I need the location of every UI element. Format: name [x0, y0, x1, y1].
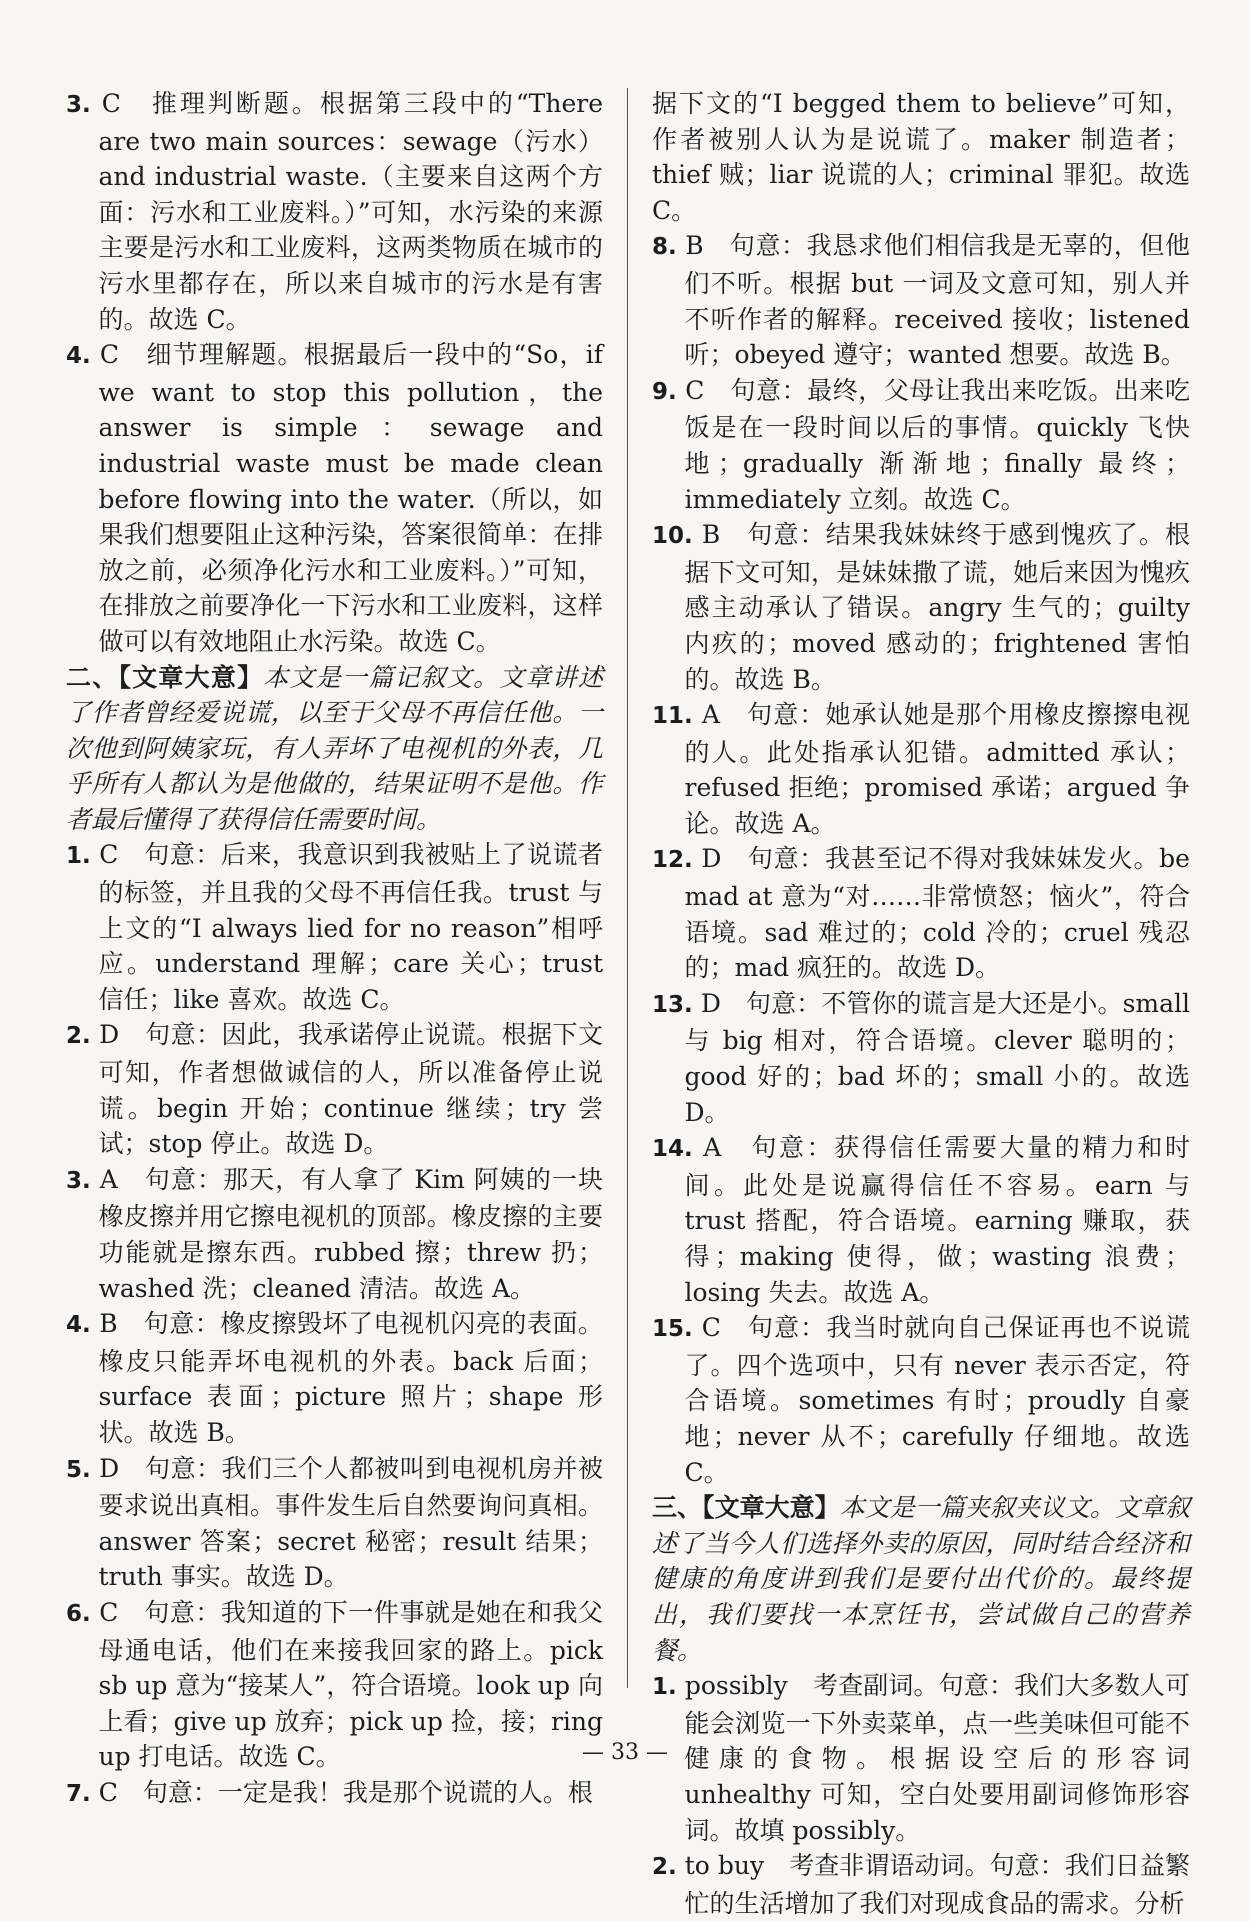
answer-item: 3. C 推理判断题。根据第三段中的“There are two main sources：sewage（污水）and industrial waste.（主要来自这两个方面：污水和工业废料。）”可知，水污染的来源主要是污水和工业废料，这两类物质在城市的污水里都存在，所以来自城市的污水是有害的。故选 C。	[66, 89, 603, 334]
answer-item: 2. D 句意：因此，我承诺停止说谎。根据下文可知，作者想做诚信的人，所以准备停止说谎。begin 开始；continue 继续；try 尝试；stop 停止。故选 D。	[66, 1020, 604, 1159]
answer-item: 11. A 句意：她承认她是那个用橡皮擦擦电视的人。此处指承认犯错。admitted 承认；refused 拒绝；promised 承诺；argued 争论。故选 A。	[652, 700, 1191, 838]
section-summary	[652, 1490, 1190, 1668]
answer-item: 1. C 句意：后来，我意识到我被贴上了说谎者的标签，并且我的父母不再信任我。trust 与上文的“I always lied for no reason”相呼应。understand 理解；care 关心；trust 信任；like 喜欢。故选 C。	[66, 840, 603, 1014]
answer-text: C 句意：我当时就向自己保证再也不说谎了。四个选项中，只有 never 表示否定，符合语境。sometimes 有时；proudly 自豪地；never 从不；carefully 仔细地。故选 C。	[684, 1313, 1190, 1487]
answer-text: C 句意：一定是我！我是那个说谎的人。根	[98, 1777, 593, 1807]
answer-item: 7. C 句意：一定是我！我是那个说谎的人。根	[66, 1777, 593, 1807]
answer-text: A 句意：获得信任需要大量的精力和时间。此处是说赢得信任不容易。earn 与 trust 搭配，符合语境。earning 赚取，获得；making 使得，做；wasting 浪费；losing 失去。故选 A。	[684, 1133, 1190, 1307]
answer-text: C 句意：最终，父母让我出来吃饭。出来吃饭是在一段时间以后的事情。quickly 飞快地；gradually 渐渐地；finally 最终；immediately 立刻。故选 C。	[684, 375, 1190, 514]
left-column	[66, 86, 603, 1813]
answer-text: A 句意：那天，有人拿了 Kim 阿姨的一块橡皮擦并用它擦电视机的顶部。橡皮擦的主要功能就是擦东西。rubbed 擦；threw 扔；washed 洗；cleaned 清洁。故选 A。	[98, 1164, 603, 1303]
right-column	[652, 86, 1190, 1921]
answer-continuation: 据下文的“I begged them to believe”可知，作者被别人认为是说谎了。maker 制造者；thief 贼；liar 说谎的人；criminal 罪犯。故选 C。	[652, 89, 1190, 225]
summary-text: 本文是一篇夹叙夹议文。文章叙述了当今人们选择外卖的原因，同时结合经济和健康的角度讲到我们是要付出代价的。最终提出，我们要找一本烹饪书，尝试做自己的营养餐。	[652, 1493, 1190, 1665]
answer-text: D 句意：我甚至记不得对我妹妹发火。be mad at 意为“对……非常愤怒；恼火”，符合语境。sad 难过的；cold 冷的；cruel 残忍的；mad 疯狂的。故选 D。	[684, 844, 1190, 983]
answer-item: 9. C 句意：最终，父母让我出来吃饭。出来吃饭是在一段时间以后的事情。quickly 飞快地；gradually 渐渐地；finally 最终；immediately 立刻。故选 C。	[652, 375, 1190, 514]
answer-item: 4. C 细节理解题。根据最后一段中的“So，if we want to stop this pollution，the answer is simple：sewage and industrial waste must be made clean before flowing into the water.（所以，如果我们想要阻止这种污染，答案很简单：在排放之前，必须净化污水和工业废料。）”可知，在排放之前要净化一下污水和工业废料，这样做可以有效地阻止水污染。故选 C。	[66, 340, 603, 656]
summary-text: 本文是一篇记叙文。文章讲述了作者曾经爱说谎，以至于父母不再信任他。一次他到阿姨家玩，有人弄坏了电视机的外表，几乎所有人都认为是他做的，结果证明不是他。作者最后懂得了获得信任需要时间。	[66, 662, 603, 834]
answer-text: D 句意：因此，我承诺停止说谎。根据下文可知，作者想做诚信的人，所以准备停止说谎。begin 开始；continue 继续；try 尝试；stop 停止。故选 D。	[98, 1020, 604, 1159]
answer-text: C 细节理解题。根据最后一段中的“So，if we want to stop this pollution，the answer is simple：sewage and industrial waste must be made clean before flowing into the water.（所以，如果我们想要阻止这种污染，答案很简单：在排放之前，必须净化污水和工业废料。）”可知，在排放之前要净化一下污水和工业废料，这样做可以有效地阻止水污染。故选 C。	[98, 340, 603, 656]
answer-item: 12. D 句意：我甚至记不得对我妹妹发火。be mad at 意为“对……非常愤怒；恼火”，符合语境。sad 难过的；cold 冷的；cruel 残忍的；mad 疯狂的。故选 D。	[652, 844, 1190, 983]
section-label: 二、【文章大意】	[66, 662, 264, 692]
column-divider	[627, 88, 628, 1688]
answer-item: 2. to buy 考查非谓语动词。句意：我们日益繁忙的生活增加了我们对现成食品的需求。分析	[652, 1851, 1191, 1918]
answer-text: D 句意：不管你的谎言是大还是小。small 与 big 相对，符合语境。clever 聪明的；good 好的；bad 坏的；small 小的。故选 D。	[684, 988, 1191, 1127]
answer-item: 1. possibly 考查副词。句意：我们大多数人可能会浏览一下外卖菜单，点一些美味但可能不健康的食物。根据设空后的形容词 unhealthy 可知，空白处要用副词修饰形容词。故填 possibly。	[652, 1671, 1190, 1845]
answer-text: B 句意：橡皮擦毁坏了电视机闪亮的表面。橡皮只能弄坏电视机的外表。back 后面；surface 表面；picture 照片；shape 形状。故选 B。	[98, 1309, 603, 1447]
answer-text: B 句意：结果我妹妹终于感到愧疚了。根据下文可知，是妹妹撒了谎，她后来因为愧疚感主动承认了错误。angry 生气的；guilty 内疚的；moved 感动的；frightened 害怕的。故选 B。	[684, 520, 1191, 694]
answer-text: A 句意：她承认她是那个用橡皮擦擦电视的人。此处指承认犯错。admitted 承认；refused 拒绝；promised 承诺；argued 争论。故选 A。	[684, 700, 1191, 838]
answer-text: D 句意：我们三个人都被叫到电视机房并被要求说出真相。事件发生后自然要询问真相。answer 答案；secret 秘密；result 结果；truth 事实。故选 D。	[98, 1453, 604, 1592]
section-summary	[66, 660, 603, 838]
answer-item: 14. A 句意：获得信任需要大量的精力和时间。此处是说赢得信任不容易。earn 与 trust 搭配，符合语境。earning 赚取，获得；making 使得，做；wasting 浪费；losing 失去。故选 A。	[652, 1133, 1190, 1307]
answer-item: 13. D 句意：不管你的谎言是大还是小。small 与 big 相对，符合语境。clever 聪明的；good 好的；bad 坏的；small 小的。故选 D。	[652, 988, 1191, 1127]
answer-item: 5. D 句意：我们三个人都被叫到电视机房并被要求说出真相。事件发生后自然要询问真相。answer 答案；secret 秘密；result 结果；truth 事实。故选 D。	[66, 1453, 604, 1592]
answer-item: 6. C 句意：我知道的下一件事就是她在和我父母通电话，他们在来接我回家的路上。pick sb up 意为“接某人”，符合语境。look up 向上看；give up 放弃；pick up 捡，接；ring up 打电话。故选 C。	[66, 1597, 603, 1772]
answer-text: C 推理判断题。根据第三段中的“There are two main sources：sewage（污水）and industrial waste.（主要来自这两个方面：污水和工业废料。）”可知，水污染的来源主要是污水和工业废料，这两类物质在城市的污水里都存在，所以来自城市的污水是有害的。故选 C。	[98, 89, 603, 334]
answer-text: to buy 考查非谓语动词。句意：我们日益繁忙的生活增加了我们对现成食品的需求。分析	[684, 1851, 1191, 1918]
page-number: — 33 —	[582, 1740, 668, 1765]
answer-text: C 句意：我知道的下一件事就是她在和我父母通电话，他们在来接我回家的路上。pick sb up 意为“接某人”，符合语境。look up 向上看；give up 放弃；pick up 捡，接；ring up 打电话。故选 C。	[98, 1597, 603, 1772]
answer-item: 8. B 句意：我恳求他们相信我是无辜的，但他们不听。根据 but 一词及文意可知，别人并不听作者的解释。received 接收；listened 听；obeyed 遵守；wanted 想要。故选 B。	[652, 231, 1190, 370]
section-label: 三、【文章大意】	[652, 1493, 840, 1523]
answer-text: possibly 考查副词。句意：我们大多数人可能会浏览一下外卖菜单，点一些美味但可能不健康的食物。根据设空后的形容词 unhealthy 可知，空白处要用副词修饰形容词。故填 possibly。	[684, 1671, 1190, 1845]
answer-text: C 句意：后来，我意识到我被贴上了说谎者的标签，并且我的父母不再信任我。trust 与上文的“I always lied for no reason”相呼应。understand 理解；care 关心；trust 信任；like 喜欢。故选 C。	[98, 840, 603, 1014]
answer-item: 4. B 句意：橡皮擦毁坏了电视机闪亮的表面。橡皮只能弄坏电视机的外表。back 后面；surface 表面；picture 照片；shape 形状。故选 B。	[66, 1309, 603, 1447]
answer-item: 15. C 句意：我当时就向自己保证再也不说谎了。四个选项中，只有 never 表示否定，符合语境。sometimes 有时；proudly 自豪地；never 从不；carefully 仔细地。故选 C。	[652, 1313, 1190, 1487]
answer-item: 3. A 句意：那天，有人拿了 Kim 阿姨的一块橡皮擦并用它擦电视机的顶部。橡皮擦的主要功能就是擦东西。rubbed 擦；threw 扔；washed 洗；cleaned 清洁。故选 A。	[66, 1164, 603, 1303]
answer-item: 10. B 句意：结果我妹妹终于感到愧疚了。根据下文可知，是妹妹撒了谎，她后来因为愧疚感主动承认了错误。angry 生气的；guilty 内疚的；moved 感动的；frightened 害怕的。故选 B。	[652, 520, 1191, 694]
answer-text: B 句意：我恳求他们相信我是无辜的，但他们不听。根据 but 一词及文意可知，别人并不听作者的解释。received 接收；listened 听；obeyed 遵守；wanted 想要。故选 B。	[684, 231, 1190, 370]
